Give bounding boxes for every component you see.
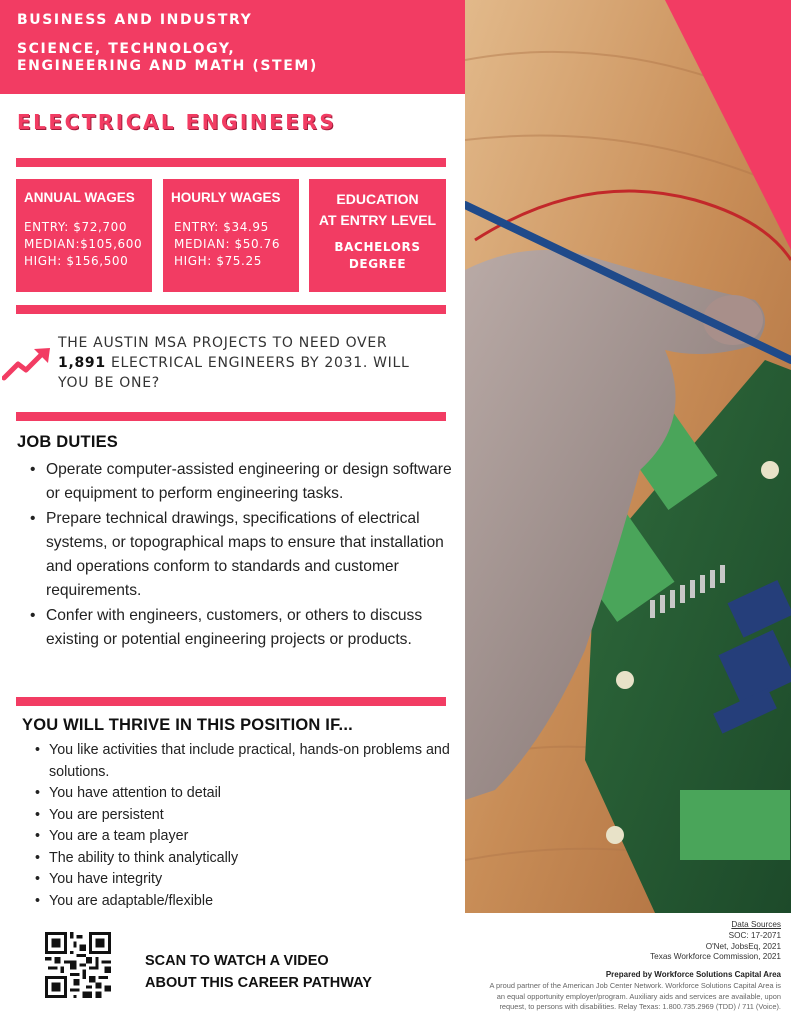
list-item: • You are persistent [35,805,455,827]
wage-high: HIGH: $156,500 [24,254,129,268]
data-sources [650,920,781,963]
divider-bar [16,158,446,167]
job-duties-list [30,458,455,652]
circuit-board-photo [465,0,791,913]
card-title: HOURLY WAGES [171,190,281,205]
wage-high: HIGH: $75.25 [174,254,262,268]
list-item: • You have attention to detail [35,783,455,805]
thrive-list [35,740,455,912]
education-value-line1: BACHELORS [334,240,421,254]
divider-bar [16,305,446,314]
page-title: ELECTRICAL ENGINEERS [17,110,337,134]
cluster-label-line2: ENGINEERING AND MATH (STEM) [17,58,318,74]
projection-text-post: ELECTRICAL ENGINEERS BY 2031. WILL YOU BE ONE? [58,355,410,391]
disclaimer-line3: request, to persons with disabilities. Relay Texas: 1.800.735.2969 (TDD) / 711 (Voice). [499,1002,781,1011]
card-title-line2: AT ENTRY LEVEL [318,212,437,228]
wage-entry: ENTRY: $72,700 [24,220,128,234]
list-item: • You are adaptable/flexible [35,891,455,913]
projection-text-pre: THE AUSTIN MSA PROJECTS TO NEED OVER [58,335,388,351]
wage-median: MEDIAN:$105,600 [24,237,143,251]
divider-bar [16,412,446,421]
sources-heading: Data Sources [731,920,781,929]
qr-code[interactable] [45,932,111,998]
annual-wages-card [16,179,152,292]
trend-up-arrow-icon [2,346,52,386]
wage-entry: ENTRY: $34.95 [174,220,269,234]
education-value-line2: DEGREE [348,257,407,271]
divider-bar [16,697,446,706]
job-duties-heading: JOB DUTIES [17,433,119,451]
list-item: • You have integrity [35,869,455,891]
wage-median: MEDIAN: $50.76 [174,237,281,251]
list-item: • Operate computer-assisted engineering or design software or equipment to perform engineering tasks. [30,458,455,507]
disclaimer-line2: an equal opportunity employer/program. Auxiliary aids and services are available, upon [496,991,781,1001]
source-onet: O'Net, JobsEq, 2021 [705,941,781,951]
disclaimer [436,981,781,1013]
projection-statement [58,333,438,393]
projection-number: 1,891 [58,355,106,371]
scan-line2: ABOUT THIS CAREER PATHWAY [145,975,372,991]
list-item: • You are a team player [35,826,455,848]
education-card [309,179,446,292]
list-item: • Prepare technical drawings, specifications of electrical systems, or topographical maps to ensure that installation and operations conform to standards and customer requirements. [30,507,455,604]
card-title-line1: EDUCATION [336,191,419,207]
category-label: BUSINESS AND INDUSTRY [17,12,253,28]
list-item: • You like activities that include practical, hands-on problems and solutions. [35,740,455,783]
hourly-wages-card [163,179,299,292]
card-title: ANNUAL WAGES [24,190,135,205]
list-item: • The ability to think analytically [35,848,455,870]
prepared-by: Prepared by Workforce Solutions Capital Area [605,970,781,979]
scan-line1: SCAN TO WATCH A VIDEO [145,953,329,969]
cluster-label-line1: SCIENCE, TECHNOLOGY, [17,41,236,57]
thrive-heading: YOU WILL THRIVE IN THIS POSITION IF... [22,716,353,734]
source-twc: Texas Workforce Commission, 2021 [650,952,781,962]
card-title [313,189,442,231]
scan-video-cta [145,950,372,994]
list-item: • Confer with engineers, customers, or others to discuss existing or potential engineering projects or products. [30,604,455,653]
source-soc: SOC: 17-2071 [728,930,781,940]
disclaimer-line1: A proud partner of the American Job Center Network. Workforce Solutions Capital Area is [489,981,781,990]
header-band [0,0,467,94]
